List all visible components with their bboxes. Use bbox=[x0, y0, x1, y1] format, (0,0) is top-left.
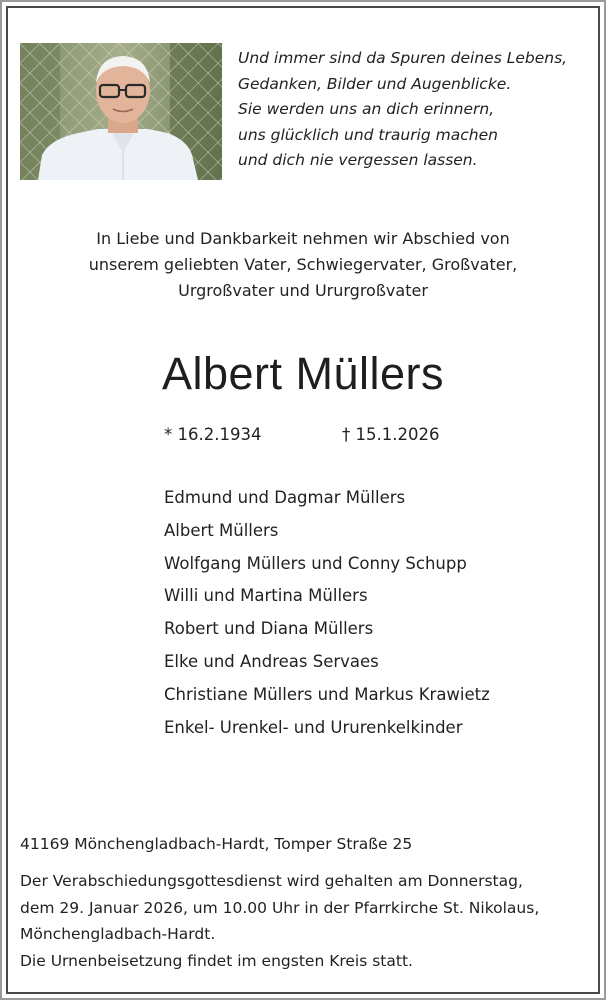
family-member: Enkel- Urenkel- und Ururenkelkinder bbox=[164, 717, 463, 737]
family-member: Albert Müllers bbox=[164, 520, 279, 540]
birth-date: * 16.2.1934 bbox=[164, 425, 262, 444]
address: 41169 Mönchengladbach-Hardt, Tomper Straße 25 bbox=[20, 835, 413, 853]
poem-line: Sie werden uns an dich erinnern, bbox=[238, 100, 495, 118]
portrait-photo bbox=[20, 43, 222, 180]
poem-line: und dich nie vergessen lassen. bbox=[238, 151, 478, 169]
family-member: Elke und Andreas Servaes bbox=[164, 651, 379, 671]
family-member: Willi und Martina Müllers bbox=[164, 586, 368, 606]
family-member: Christiane Müllers und Markus Krawietz bbox=[164, 684, 490, 704]
service-line: dem 29. Januar 2026, um 10.00 Uhr in der Pfarrkirche St. Nikolaus, bbox=[20, 898, 540, 917]
intro-text bbox=[20, 226, 586, 304]
service-line: Mönchengladbach-Hardt. bbox=[20, 925, 216, 943]
family-list bbox=[164, 482, 490, 744]
service-line: Der Verabschiedungsgottesdienst wird gehalten am Donnerstag, bbox=[20, 872, 523, 890]
poem-line: Gedanken, Bilder und Augenblicke. bbox=[238, 74, 512, 93]
death-date: † 15.1.2026 bbox=[342, 425, 440, 444]
family-member: Wolfgang Müllers und Conny Schupp bbox=[164, 553, 467, 573]
service-info bbox=[20, 868, 539, 974]
poem bbox=[238, 46, 598, 174]
intro-line: unserem geliebten Vater, Schwiegervater, Großvater, bbox=[88, 255, 518, 274]
deceased-name: Albert Müllers bbox=[161, 348, 445, 399]
poem-line: uns glücklich und traurig machen bbox=[238, 125, 498, 144]
service-line: Die Urnenbeisetzung findet im engsten Kreis statt. bbox=[20, 951, 413, 970]
family-member: Robert und Diana Müllers bbox=[164, 619, 374, 639]
poem-line: Und immer sind da Spuren deines Lebens, bbox=[238, 49, 568, 67]
intro-line: Urgroßvater und Ururgroßvater bbox=[178, 281, 428, 300]
intro-line: In Liebe und Dankbarkeit nehmen wir Abschied von bbox=[96, 229, 510, 248]
family-member: Edmund und Dagmar Müllers bbox=[164, 488, 406, 507]
